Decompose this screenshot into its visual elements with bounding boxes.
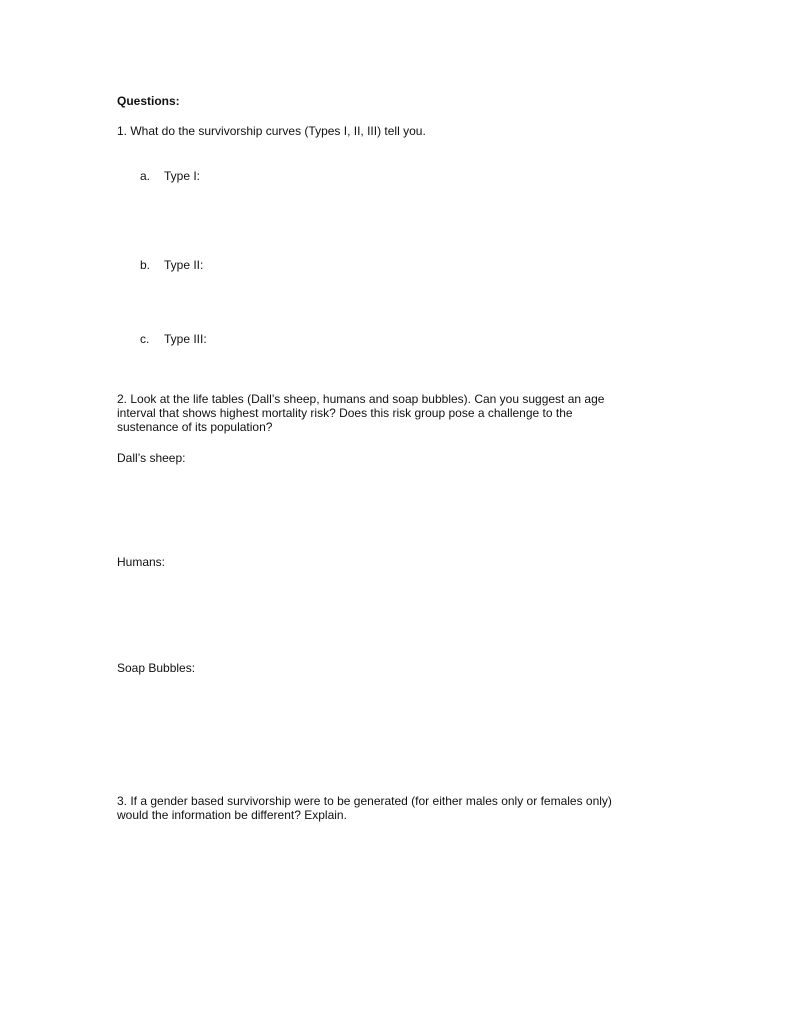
- type-i-letter: a.: [140, 169, 151, 183]
- type-iii-letter: c.: [140, 332, 150, 346]
- type-iii-label: Type III:: [164, 332, 207, 346]
- dalls-sheep-label: Dall’s sheep:: [117, 451, 186, 465]
- question-3-line-1: 3. If a gender based survivorship were to be generated (for either males only or females only): [117, 794, 612, 808]
- type-ii-letter: b.: [140, 258, 151, 272]
- question-1-text: 1. What do the survivorship curves (Types I, II, III) tell you.: [117, 124, 426, 138]
- type-i-label: Type I:: [164, 169, 201, 183]
- soap-bubbles-label: Soap Bubbles:: [117, 661, 196, 675]
- humans-label: Humans:: [117, 555, 166, 569]
- questions-heading: Questions:: [117, 94, 180, 108]
- type-ii-label: Type II:: [164, 258, 204, 272]
- question-3-line-2: would the information be different? Explain.: [117, 808, 347, 822]
- question-2-line-2: interval that shows highest mortality risk? Does this risk group pose a challenge to the: [117, 406, 573, 420]
- question-2-line-3: sustenance of its population?: [117, 420, 273, 434]
- question-2-line-1: 2. Look at the life tables (Dall’s sheep, humans and soap bubbles). Can you suggest an age: [117, 392, 605, 406]
